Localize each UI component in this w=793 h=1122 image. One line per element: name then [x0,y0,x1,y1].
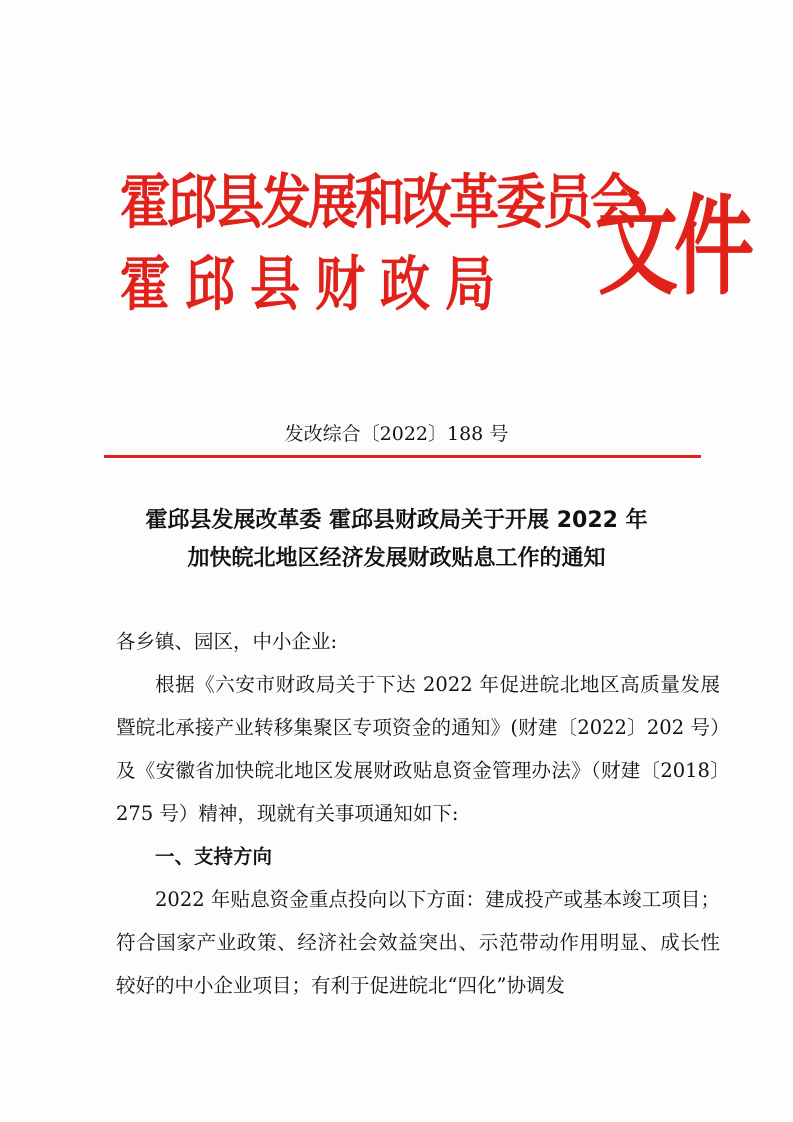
issuer-block [120,160,637,319]
title-line-2: 加快皖北地区经济发展财政贴息工作的通知 [187,546,606,571]
issuer-name-development-reform: 霍邱县发展和改革委员会 [120,168,637,237]
section-heading-1: 一、支持方向 [155,845,273,868]
document-title [0,502,793,578]
document-body [116,620,720,1007]
title-line-1: 霍邱县发展改革委 霍邱县财政局关于开展 2022 年 [145,508,648,533]
red-separator-line [104,455,701,458]
document-number: 发改综合〔2022〕188 号 [284,423,509,445]
issuer-name-finance-bureau: 霍邱县财政局 [120,250,510,319]
body-paragraph-1: 根据《六安市财政局关于下达 2022 年促进皖北地区高质量发展暨皖北承接产业转移集聚区专项资金的通知》(财建〔2022〕202 号）及《安徽省加快皖北地区发展财政贴息资金管理办法》（财建〔2018〕275 号）精神，现就有关事项通知如下: [116,673,720,825]
body-paragraph-2: 2022 年贴息资金重点投向以下方面：建成投产或基本竣工项目；符合国家产业政策、经济社会效益突出、示范带动作用明显、成长性较好的中小企业项目；有利于促进皖北“四化”协调发 [116,888,720,997]
salutation: 各乡镇、园区，中小企业: [116,630,338,653]
document-type-word: 文件 [598,184,750,310]
